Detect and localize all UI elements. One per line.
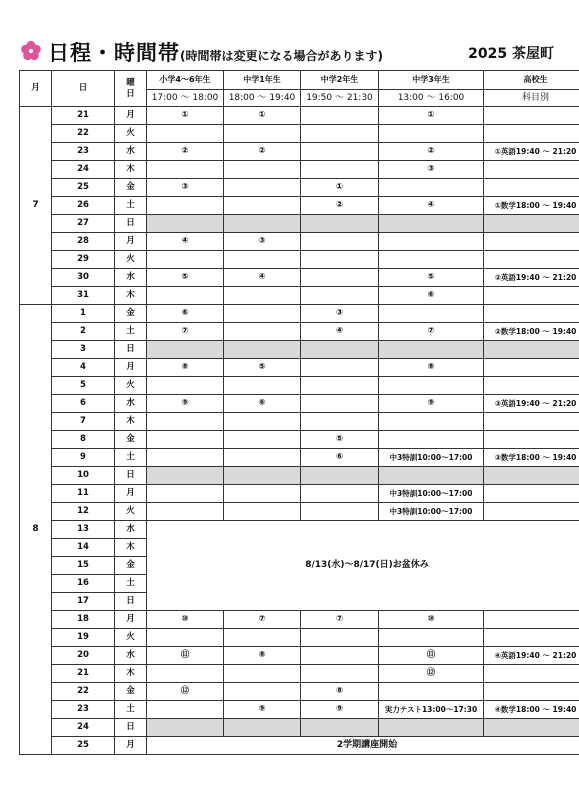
session-cell	[379, 719, 484, 737]
session-cell: ①	[147, 107, 224, 125]
schedule-row	[20, 485, 579, 503]
session-cell	[484, 215, 579, 233]
session-cell	[147, 449, 224, 467]
day-cell: 11	[52, 485, 115, 503]
session-cell: ③	[301, 305, 379, 323]
session-cell: ②	[147, 143, 224, 161]
session-cell	[301, 233, 379, 251]
session-cell	[301, 467, 379, 485]
session-cell: ⑨	[224, 701, 301, 719]
session-cell: 中3特訓10:00～17:00	[379, 449, 484, 467]
weekday-cell: 月	[115, 485, 147, 503]
session-cell: ④英語19:40 ～ 21:20	[484, 647, 579, 665]
day-cell: 1	[52, 305, 115, 323]
session-cell: ③	[379, 161, 484, 179]
schedule-row	[20, 197, 579, 215]
weekday-cell: 火	[115, 629, 147, 647]
session-cell	[224, 413, 301, 431]
schedule-row	[20, 305, 579, 323]
day-cell: 6	[52, 395, 115, 413]
session-cell	[224, 467, 301, 485]
session-cell: ③数学18:00 ～ 19:40	[484, 449, 579, 467]
weekday-cell: 金	[115, 431, 147, 449]
session-cell	[484, 665, 579, 683]
session-cell: ③	[224, 233, 301, 251]
day-cell: 21	[52, 107, 115, 125]
header-time: 18:00 ～ 19:40	[224, 90, 301, 107]
day-cell: 28	[52, 233, 115, 251]
header-time: 19:50 ～ 21:30	[301, 90, 379, 107]
session-cell	[301, 503, 379, 521]
page-subtitle: (時間帯は変更になる場合があります)	[180, 49, 383, 63]
day-cell: 24	[52, 719, 115, 737]
session-cell	[484, 629, 579, 647]
weekday-cell: 金	[115, 557, 147, 575]
header-time: 13:00 ～ 16:00	[379, 90, 484, 107]
session-cell	[379, 377, 484, 395]
schedule-row	[20, 359, 579, 377]
session-cell	[301, 251, 379, 269]
session-cell	[224, 179, 301, 197]
session-cell: ①数学18:00 ～ 19:40	[484, 197, 579, 215]
session-cell	[147, 413, 224, 431]
session-cell	[224, 629, 301, 647]
title-text: 日程・時間帯	[48, 41, 180, 65]
weekday-cell: 火	[115, 503, 147, 521]
session-cell	[484, 719, 579, 737]
weekday-cell: 月	[115, 611, 147, 629]
session-cell	[379, 179, 484, 197]
weekday-cell: 水	[115, 143, 147, 161]
weekday-cell: 日	[115, 341, 147, 359]
session-cell	[379, 431, 484, 449]
session-cell: ⑤	[147, 269, 224, 287]
header-weekday-label: 曜日	[126, 77, 135, 99]
session-cell	[224, 323, 301, 341]
session-cell	[379, 305, 484, 323]
session-cell: ②英語19:40 ～ 21:20	[484, 269, 579, 287]
session-cell	[147, 251, 224, 269]
session-cell: ②	[224, 143, 301, 161]
session-cell: ⑦	[147, 323, 224, 341]
session-cell	[484, 251, 579, 269]
page-title	[48, 37, 383, 67]
session-cell	[484, 683, 579, 701]
session-cell	[301, 377, 379, 395]
session-cell	[484, 467, 579, 485]
session-cell: ⑤	[379, 269, 484, 287]
session-cell	[379, 215, 484, 233]
session-cell: ⑥	[147, 305, 224, 323]
session-cell	[484, 503, 579, 521]
session-cell	[379, 251, 484, 269]
session-cell	[484, 341, 579, 359]
session-cell	[379, 413, 484, 431]
session-cell: ④数学18:00 ～ 19:40	[484, 701, 579, 719]
day-cell: 4	[52, 359, 115, 377]
session-cell	[301, 665, 379, 683]
day-cell: 9	[52, 449, 115, 467]
weekday-cell: 木	[115, 413, 147, 431]
session-cell: ⑤	[224, 359, 301, 377]
merged-note-cell: 8/13(水)～8/17(日)お盆休み	[147, 521, 579, 611]
schedule-row	[20, 215, 579, 233]
schedule-row	[20, 737, 579, 755]
weekday-cell: 木	[115, 665, 147, 683]
session-cell: ②数学18:00 ～ 19:40	[484, 323, 579, 341]
session-cell	[147, 701, 224, 719]
schedule-row	[20, 719, 579, 737]
day-cell: 31	[52, 287, 115, 305]
day-cell: 12	[52, 503, 115, 521]
day-cell: 23	[52, 701, 115, 719]
session-cell: ④	[224, 269, 301, 287]
weekday-cell: 日	[115, 467, 147, 485]
schedule-row	[20, 125, 579, 143]
session-cell: ⑦	[224, 611, 301, 629]
session-cell	[484, 611, 579, 629]
session-cell	[301, 359, 379, 377]
day-cell: 19	[52, 629, 115, 647]
header-grade: 中学1年生	[224, 71, 301, 90]
schedule-row	[20, 413, 579, 431]
weekday-cell: 土	[115, 449, 147, 467]
weekday-cell: 木	[115, 161, 147, 179]
session-cell: ①	[379, 107, 484, 125]
session-cell	[484, 233, 579, 251]
day-cell: 16	[52, 575, 115, 593]
session-cell	[301, 287, 379, 305]
session-cell	[301, 485, 379, 503]
weekday-cell: 水	[115, 269, 147, 287]
schedule-row	[20, 161, 579, 179]
session-cell	[301, 647, 379, 665]
schedule-row	[20, 611, 579, 629]
session-cell	[147, 161, 224, 179]
session-cell	[147, 485, 224, 503]
weekday-cell: 日	[115, 593, 147, 611]
schedule-row	[20, 323, 579, 341]
session-cell	[484, 125, 579, 143]
weekday-cell: 火	[115, 377, 147, 395]
session-cell: ③	[147, 179, 224, 197]
day-cell: 20	[52, 647, 115, 665]
session-cell	[224, 503, 301, 521]
session-cell	[224, 341, 301, 359]
session-cell	[484, 413, 579, 431]
header-grade: 小学4～6年生	[147, 71, 224, 90]
session-cell	[301, 143, 379, 161]
session-cell	[224, 719, 301, 737]
session-cell	[379, 233, 484, 251]
session-cell	[301, 215, 379, 233]
session-cell	[484, 179, 579, 197]
schedule-row	[20, 431, 579, 449]
weekday-cell: 金	[115, 179, 147, 197]
header-time: 科目別	[484, 90, 579, 107]
schedule-row	[20, 449, 579, 467]
schedule-row	[20, 665, 579, 683]
schedule-row	[20, 467, 579, 485]
session-cell	[224, 683, 301, 701]
session-cell: ⑦	[379, 323, 484, 341]
session-cell: ②	[301, 197, 379, 215]
day-cell: 30	[52, 269, 115, 287]
day-cell: 29	[52, 251, 115, 269]
day-cell: 21	[52, 665, 115, 683]
header-day: 日	[52, 71, 115, 107]
session-cell: ②	[379, 143, 484, 161]
header-time: 17:00 ～ 18:00	[147, 90, 224, 107]
session-cell	[224, 197, 301, 215]
session-cell	[147, 341, 224, 359]
session-cell	[224, 287, 301, 305]
session-cell	[224, 251, 301, 269]
session-cell	[147, 467, 224, 485]
session-cell	[301, 413, 379, 431]
session-cell	[484, 485, 579, 503]
session-cell	[379, 467, 484, 485]
session-cell	[147, 125, 224, 143]
session-cell: ④	[379, 197, 484, 215]
flower-icon	[20, 40, 42, 62]
weekday-cell: 土	[115, 197, 147, 215]
session-cell: ⑥	[379, 287, 484, 305]
session-cell: ⑨	[379, 395, 484, 413]
session-cell	[379, 629, 484, 647]
day-cell: 10	[52, 467, 115, 485]
weekday-cell: 土	[115, 575, 147, 593]
session-cell	[224, 377, 301, 395]
schedule-row	[20, 647, 579, 665]
weekday-cell: 水	[115, 647, 147, 665]
weekday-cell: 金	[115, 683, 147, 701]
day-cell: 27	[52, 215, 115, 233]
weekday-cell: 月	[115, 359, 147, 377]
session-cell: ⑥	[224, 395, 301, 413]
schedule-row	[20, 107, 579, 125]
day-cell: 3	[52, 341, 115, 359]
session-cell	[484, 305, 579, 323]
weekday-cell: 金	[115, 305, 147, 323]
session-cell: ①	[301, 179, 379, 197]
day-cell: 26	[52, 197, 115, 215]
header-grade: 中学2年生	[301, 71, 379, 90]
session-cell	[379, 341, 484, 359]
session-cell	[301, 269, 379, 287]
session-cell	[224, 305, 301, 323]
session-cell	[147, 665, 224, 683]
schedule-row	[20, 395, 579, 413]
session-cell	[147, 719, 224, 737]
weekday-cell: 月	[115, 737, 147, 755]
day-cell: 14	[52, 539, 115, 557]
schedule-row	[20, 143, 579, 161]
schedule-row	[20, 179, 579, 197]
session-cell: ⑫	[147, 683, 224, 701]
day-cell: 5	[52, 377, 115, 395]
day-cell: 13	[52, 521, 115, 539]
merged-note-cell: 2学期講座開始	[147, 737, 579, 755]
day-cell: 2	[52, 323, 115, 341]
session-cell	[301, 161, 379, 179]
header-row	[20, 71, 579, 90]
header-grade: 高校生	[484, 71, 579, 90]
header-month: 月	[20, 71, 52, 107]
session-cell: ⑨	[147, 395, 224, 413]
session-cell: ⑧	[147, 359, 224, 377]
weekday-cell: 月	[115, 233, 147, 251]
session-cell	[224, 215, 301, 233]
schedule-row	[20, 233, 579, 251]
schedule-row	[20, 269, 579, 287]
month-cell: 8	[20, 305, 52, 755]
session-cell	[224, 665, 301, 683]
session-cell: ⑧	[301, 683, 379, 701]
day-cell: 22	[52, 683, 115, 701]
session-cell	[147, 215, 224, 233]
day-cell: 22	[52, 125, 115, 143]
schedule-row	[20, 683, 579, 701]
session-cell	[301, 719, 379, 737]
day-cell: 25	[52, 737, 115, 755]
header-weekday	[115, 71, 147, 107]
session-cell	[484, 287, 579, 305]
weekday-cell: 月	[115, 107, 147, 125]
session-cell: ④	[147, 233, 224, 251]
session-cell	[224, 431, 301, 449]
schedule-row	[20, 503, 579, 521]
weekday-cell: 土	[115, 701, 147, 719]
header-grade: 中学3年生	[379, 71, 484, 90]
session-cell	[301, 125, 379, 143]
session-cell	[379, 125, 484, 143]
session-cell	[484, 359, 579, 377]
session-cell: ①	[224, 107, 301, 125]
session-cell: 中3特訓10:00～17:00	[379, 485, 484, 503]
weekday-cell: 木	[115, 539, 147, 557]
session-cell	[484, 161, 579, 179]
weekday-cell: 土	[115, 323, 147, 341]
session-cell: ⑨	[301, 701, 379, 719]
session-cell: 中3特訓10:00～17:00	[379, 503, 484, 521]
session-cell	[484, 377, 579, 395]
session-cell: ⑥	[301, 449, 379, 467]
session-cell	[224, 125, 301, 143]
year-location-label: 2025 茶屋町	[468, 46, 554, 62]
schedule-row	[20, 287, 579, 305]
weekday-cell: 日	[115, 215, 147, 233]
weekday-cell: 火	[115, 125, 147, 143]
session-cell	[484, 107, 579, 125]
day-cell: 8	[52, 431, 115, 449]
schedule-row	[20, 701, 579, 719]
day-cell: 23	[52, 143, 115, 161]
session-cell	[379, 683, 484, 701]
session-cell	[301, 107, 379, 125]
weekday-cell: 水	[115, 395, 147, 413]
day-cell: 18	[52, 611, 115, 629]
session-cell: ⑫	[379, 665, 484, 683]
session-cell: ③英語19:40 ～ 21:20	[484, 395, 579, 413]
day-cell: 7	[52, 413, 115, 431]
session-cell: ⑧	[224, 647, 301, 665]
session-cell	[147, 377, 224, 395]
schedule-row	[20, 251, 579, 269]
weekday-cell: 日	[115, 719, 147, 737]
session-cell: ⑪	[147, 647, 224, 665]
weekday-cell: 水	[115, 521, 147, 539]
session-cell	[147, 629, 224, 647]
schedule-row	[20, 377, 579, 395]
day-cell: 17	[52, 593, 115, 611]
month-cell: 7	[20, 107, 52, 305]
session-cell	[224, 485, 301, 503]
session-cell	[147, 197, 224, 215]
session-cell	[301, 341, 379, 359]
session-cell: 実力テスト13:00～17:30	[379, 701, 484, 719]
schedule-table	[19, 70, 579, 755]
session-cell: ①英語19:40 ～ 21:20	[484, 143, 579, 161]
session-cell	[147, 503, 224, 521]
session-cell: ④	[301, 323, 379, 341]
day-cell: 15	[52, 557, 115, 575]
session-cell	[147, 287, 224, 305]
session-cell	[224, 161, 301, 179]
session-cell	[301, 395, 379, 413]
weekday-cell: 木	[115, 287, 147, 305]
session-cell	[301, 629, 379, 647]
session-cell: ⑩	[379, 611, 484, 629]
schedule-row	[20, 521, 579, 539]
session-cell: ⑤	[301, 431, 379, 449]
session-cell: ⑦	[301, 611, 379, 629]
session-cell	[147, 431, 224, 449]
page-header	[20, 38, 560, 64]
schedule-row	[20, 341, 579, 359]
session-cell	[224, 449, 301, 467]
weekday-cell: 火	[115, 251, 147, 269]
day-cell: 25	[52, 179, 115, 197]
session-cell: ⑪	[379, 647, 484, 665]
day-cell: 24	[52, 161, 115, 179]
session-cell: ⑩	[147, 611, 224, 629]
schedule-row	[20, 629, 579, 647]
session-cell	[484, 431, 579, 449]
session-cell: ⑧	[379, 359, 484, 377]
